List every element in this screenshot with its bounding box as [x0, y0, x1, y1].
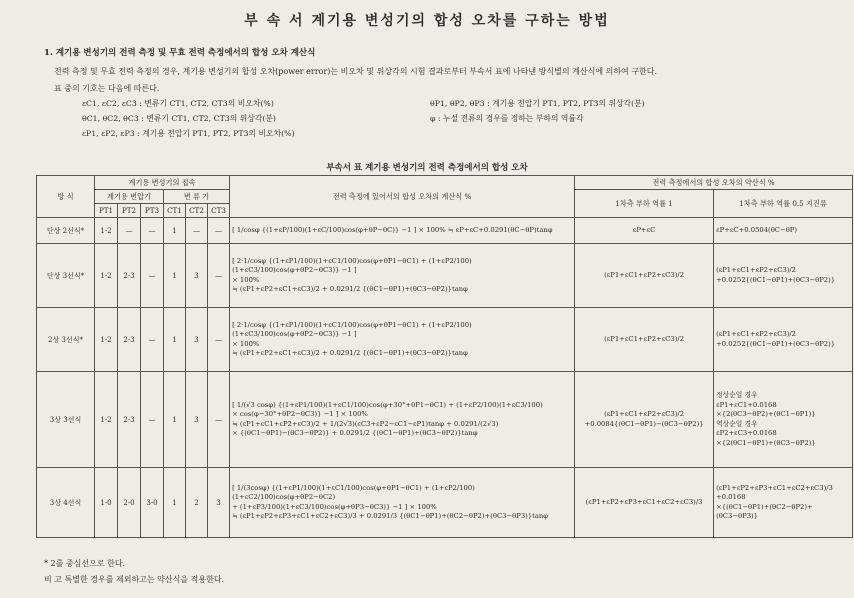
definition-item: εP1, εP2, εP3 : 계기용 전압기 PT1, PT2, PT3의 비오차(%)	[82, 129, 295, 138]
cell-ct2: 3	[186, 244, 208, 308]
definition-item: εC1, εC2, εC3 : 변류기 CT1, CT2, CT3의 비오차(%)	[82, 99, 274, 108]
table-row	[37, 372, 853, 468]
table-title: 부속서 표 계기용 변성기의 전력 측정에서의 합성 오차	[326, 163, 528, 173]
page-title: 부 속 서 계기용 변성기의 합성 오차를 구하는 방법	[244, 13, 610, 29]
header-pt1: PT1	[95, 204, 118, 218]
cell-pt3: —	[141, 244, 164, 308]
cell-pt1: 1-2	[95, 372, 118, 468]
cell-approx-pf05: (εP1+εC1+εP2+εC3)/2 +0.0252{(θC1−θP1)+(θC3−θP2)}	[714, 308, 853, 372]
header-approx: 전력 측정에서의 합성 오차의 약산식 %	[575, 176, 853, 190]
cell-formula: [ 2·1/cosφ {(1+εP1/100)(1+εC1/100)cos(φ+θP1−θC1) + (1+εP2/100)(1+εC3/100)cos(φ+θP2−θC3)} −1 ] × 100% ≒ (εP1+εP2+εC1+εC3)/2 + 0.0291/2 {(θC1−θP1)+(θC3−θP2)}tanφ	[230, 244, 575, 308]
cell-approx-pf1: (εP1+εC1+εP2+εC3)/2	[575, 244, 714, 308]
cell-approx-pf05: εP+εC+0.0504(θC−θP)	[714, 218, 853, 244]
cell-ct3: —	[208, 372, 230, 468]
cell-pt2: —	[118, 218, 141, 244]
cell-approx-pf1: εP+εC	[575, 218, 714, 244]
cell-ct2: 3	[186, 308, 208, 372]
cell-pt1: 1-2	[95, 308, 118, 372]
cell-pt2: 2-0	[118, 468, 141, 538]
definition-item: θC1, θC2, θC3 : 변류기 CT1, CT2, CT3의 위상각(분)	[82, 114, 276, 123]
table-row	[37, 468, 853, 538]
cell-approx-pf05: 정상순일 경우 εP1+εC1+0.0168 ×{2(θC3−θP2)+(θC1−θP1)} 역상순일 경우 εP2+εC3+0.0168 ×{2(θC1−θP1)+(θC3−θP2)}	[714, 372, 853, 468]
remark: 비 고 특별한 경우를 제외하고는 약산식을 적용한다.	[44, 575, 225, 584]
cell-method: 3상 4선식	[37, 468, 95, 538]
cell-ct3: —	[208, 308, 230, 372]
header-ct2: CT2	[186, 204, 208, 218]
cell-formula: [ 1/(3cosφ) {(1+εP1/100)(1+εC1/100)cos(φ+θP1−θC1) + (1+εP2/100)(1+εC2/100)cos(φ+θP2−θC2) + (1+εP3/100)(1+εC3/100)cos(φ+θP3−θC3)} −1 ] × 100% ≒ (εP1+εP2+εP3+εC1+εC2+εC3)/3 + 0.0291/3 {(θC1−θP1)+(θC2−θP2)+(θC3−θP3)}tanφ	[230, 468, 575, 538]
symbol-intro: 표 중의 기호는 다음에 따른다.	[54, 84, 160, 93]
header-formula: 전력 측정에 있어서의 합성 오차의 계산식 %	[230, 176, 575, 218]
cell-method: 2상 3선식*	[37, 308, 95, 372]
cell-ct2: 2	[186, 468, 208, 538]
cell-formula: [ 2·1/cosφ {(1+εP1/100)(1+εC1/100)cos(φ+θP1−θC1) + (1+εP2/100)(1+εC3/100)cos(φ+θP2−θC3)} −1 ] × 100% ≒ (εP1+εP2+εC1+εC3)/2 + 0.0291/2 {(θC1−θP1)+(θC3−θP2)}tanφ	[230, 308, 575, 372]
header-pt2: PT2	[118, 204, 141, 218]
cell-pt3: —	[141, 218, 164, 244]
cell-pt2: 2-3	[118, 308, 141, 372]
cell-method: 단상 2선식*	[37, 218, 95, 244]
cell-ct1: 1	[164, 372, 186, 468]
cell-pt2: 2-3	[118, 372, 141, 468]
table-row	[37, 218, 853, 244]
header-pt-group: 계기용 변압기	[95, 190, 164, 204]
cell-ct3: 3	[208, 468, 230, 538]
footnote: * 2를 중심선으로 한다.	[44, 559, 126, 568]
cell-approx-pf1: (εP1+εC1+εP2+εC3)/2 +0.0084{(θC1−θP1)−(θC3−θP2)}	[575, 372, 714, 468]
header-pt3: PT3	[141, 204, 164, 218]
definition-item: θP1, θP2, θP3 : 계기용 전압기 PT1, PT2, PT3의 위상각(분)	[430, 99, 645, 108]
cell-pt2: 2-3	[118, 244, 141, 308]
header-ct3: CT3	[208, 204, 230, 218]
cell-approx-pf1: (εP1+εC1+εP2+εC3)/2	[575, 308, 714, 372]
cell-approx-pf05: (εP1+εP2+εP3+εC1+εC2+εC3)/3 +0.0168 ×{(θC1−θP1)+(θC2−θP2)+(θC3−θP3)}	[714, 468, 853, 538]
definition-item: φ : 누설 전류의 경우를 정하는 부하의 역률각	[430, 114, 584, 123]
cell-pt3: —	[141, 308, 164, 372]
cell-pt1: 1-2	[95, 218, 118, 244]
cell-ct2: —	[186, 218, 208, 244]
cell-pt1: 1-2	[95, 244, 118, 308]
cell-pt1: 1-0	[95, 468, 118, 538]
cell-method: 3상 3선식	[37, 372, 95, 468]
header-pf05: 1차측 부하 역률 0.5 지진류	[714, 190, 853, 218]
cell-ct1: 1	[164, 308, 186, 372]
symbol-definitions-left	[82, 96, 295, 141]
composite-error-table	[36, 175, 853, 538]
table-row	[37, 308, 853, 372]
cell-approx-pf05: (εP1+εC1+εP2+εC3)/2 +0.0252{(θC1−θP1)+(θC3−θP2)}	[714, 244, 853, 308]
header-ct1: CT1	[164, 204, 186, 218]
cell-pt3: 3-0	[141, 468, 164, 538]
header-connection: 계기용 변성기의 접속	[95, 176, 230, 190]
cell-ct3: —	[208, 218, 230, 244]
cell-pt3: —	[141, 372, 164, 468]
cell-method: 단상 3선식*	[37, 244, 95, 308]
header-pf1: 1차측 부하 역률 1	[575, 190, 714, 218]
table-row	[37, 244, 853, 308]
cell-ct1: 1	[164, 244, 186, 308]
cell-approx-pf1: (εP1+εP2+εP3+εC1+εC2+εC3)/3	[575, 468, 714, 538]
header-method: 방 식	[37, 176, 95, 218]
cell-formula: [ 1/(√3 cosφ) {(1+εP1/100)(1+εC1/100)cos(φ+30°+θP1−θC1) + (1+εP2/100)(1+εC3/100) × cos(φ−30°+θP2−θC3)} −1 ] × 100% ≒ (εP1+εC1+εP2+εC3)/2 + 1/(2√3)(εC3+εP2−εC1−εP1)tanφ + 0.0291/(2√3) × {(θC1−θP1)−(θC3−θP2)} + 0.0291/2 {(θC1−θP1)+(θC3−θP2)}tanφ	[230, 372, 575, 468]
cell-formula: [ 1/cosφ {(1+εP/100)(1+εC/100)cos(φ+θP−θC)} −1 ] × 100% ≒ εP+εC+0.0291(θC−θP)tanφ	[230, 218, 575, 244]
intro-paragraph: 전력 측정 및 무효 전력 측정의 경우, 계기용 변성기의 합성 오차(power error)는 비오차 및 위상각의 시험 결과로부터 부속서 표에 나타낸 방식별의 계산식에 의하여 구한다.	[54, 67, 658, 76]
cell-ct1: 1	[164, 468, 186, 538]
cell-ct3: —	[208, 244, 230, 308]
cell-ct1: 1	[164, 218, 186, 244]
section-heading: 1. 계기용 변성기의 전력 측정 및 무효 전력 측정에서의 합성 오차 계산식	[44, 48, 316, 58]
symbol-definitions-right	[430, 96, 645, 126]
header-ct-group: 변 류 기	[164, 190, 230, 204]
cell-ct2: 3	[186, 372, 208, 468]
